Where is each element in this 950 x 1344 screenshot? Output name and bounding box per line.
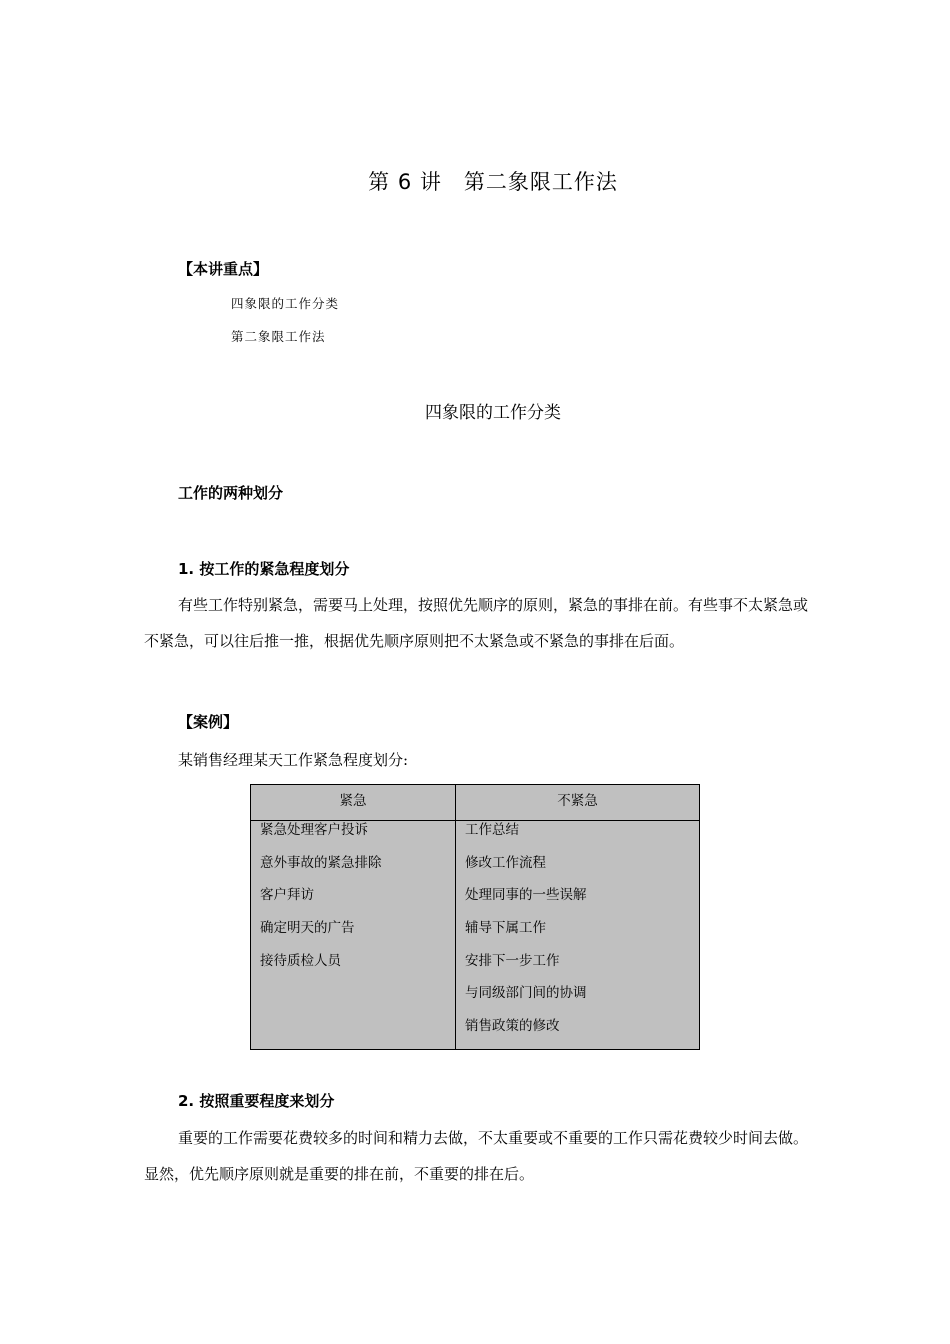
header-urgent: 紧急 bbox=[339, 793, 367, 809]
column-divider bbox=[455, 785, 456, 1049]
list-item: 安排下一步工作 bbox=[465, 952, 560, 969]
header-not-urgent: 不紧急 bbox=[557, 793, 598, 809]
list-item: 处理同事的一些误解 bbox=[465, 887, 587, 904]
list-item: 工作总结 bbox=[465, 822, 519, 838]
list-item: 确定明天的广告 bbox=[260, 920, 355, 937]
urgency-table bbox=[250, 784, 700, 1050]
header-rule bbox=[251, 820, 699, 821]
list-item: 接待质检人员 bbox=[260, 952, 341, 969]
subheading: 工作的两种划分 bbox=[178, 484, 284, 502]
part1-paragraph: 有些工作特别紧急，需要马上处理，按照优先顺序的原则，紧急的事排在前。有些事不太紧急或不紧急，可以往后推一推，根据优先顺序原则把不太紧急或不紧急的事排在后面。 bbox=[144, 596, 809, 650]
case-intro: 某销售经理某天工作紧急程度划分: bbox=[178, 751, 409, 769]
key-point-item: 四象限的工作分类 bbox=[231, 296, 340, 311]
list-item: 与同级部门间的协调 bbox=[465, 985, 587, 1002]
key-point-item: 第二象限工作法 bbox=[231, 329, 326, 344]
section-title: 四象限的工作分类 bbox=[425, 403, 561, 423]
key-points-label: 【本讲重点】 bbox=[178, 260, 269, 278]
lecture-name: 第二象限工作法 bbox=[463, 170, 618, 194]
list-item: 修改工作流程 bbox=[465, 854, 546, 871]
not-urgent-list bbox=[465, 823, 587, 1052]
urgent-list bbox=[260, 823, 382, 986]
part2-heading: 2. 按照重要程度来划分 bbox=[178, 1092, 335, 1110]
part2-paragraph: 重要的工作需要花费较多的时间和精力去做，不太重要或不重要的工作只需花费较少时间去做。显然，优先顺序原则就是重要的排在前，不重要的排在后。 bbox=[144, 1129, 809, 1183]
list-item: 客户拜访 bbox=[260, 887, 314, 904]
list-item: 紧急处理客户投诉 bbox=[260, 822, 368, 838]
part1-heading: 1. 按工作的紧急程度划分 bbox=[178, 560, 350, 578]
lecture-number: 第 6 讲 bbox=[368, 170, 442, 194]
list-item: 辅导下属工作 bbox=[465, 920, 546, 937]
lecture-title bbox=[0, 166, 950, 196]
list-item: 意外事故的紧急排除 bbox=[260, 854, 382, 871]
case-label: 【案例】 bbox=[178, 713, 239, 731]
list-item: 销售政策的修改 bbox=[465, 1018, 560, 1035]
